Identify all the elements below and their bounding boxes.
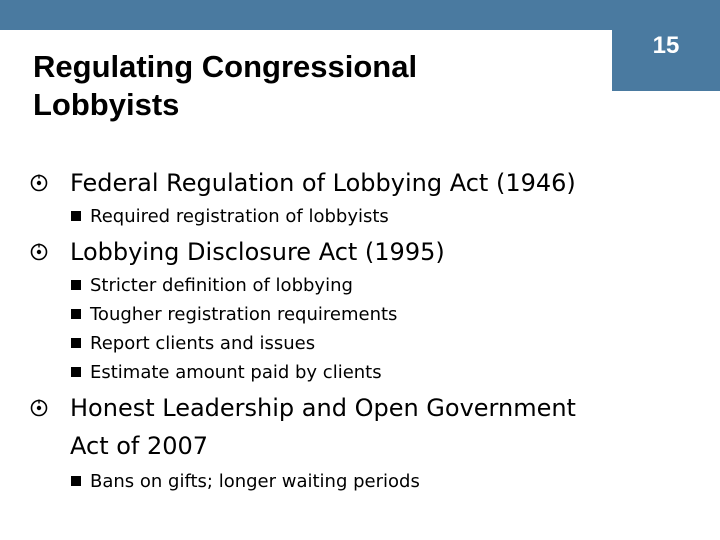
sub-bullet-item bbox=[70, 300, 690, 329]
bullet-item bbox=[30, 233, 710, 271]
square-bullet-icon bbox=[71, 280, 81, 290]
square-bullet-icon bbox=[71, 211, 81, 221]
target-bullet-icon bbox=[30, 399, 48, 417]
slide-title bbox=[33, 48, 593, 124]
sub-bullet-item bbox=[70, 358, 690, 387]
sub-bullet-text: Bans on gifts; longer waiting periods bbox=[90, 471, 420, 492]
slide-title-line: Lobbyists bbox=[33, 87, 180, 122]
sub-bullet-text: Tougher registration requirements bbox=[90, 304, 398, 325]
sub-bullet-item bbox=[70, 329, 690, 358]
slide-title-line: Regulating Congressional bbox=[33, 49, 418, 84]
page-number: 15 bbox=[652, 32, 680, 59]
sub-bullet-text: Report clients and issues bbox=[90, 333, 316, 354]
sub-bullet-text: Required registration of lobbyists bbox=[90, 206, 389, 227]
square-bullet-icon bbox=[71, 309, 81, 319]
sub-bullet-text: Stricter definition of lobbying bbox=[90, 275, 353, 296]
square-bullet-icon bbox=[71, 338, 81, 348]
bullet-item bbox=[30, 164, 710, 202]
sub-bullet-item bbox=[70, 202, 690, 231]
sub-bullet-item bbox=[70, 467, 690, 496]
bullet-text-line: Act of 2007 bbox=[70, 432, 209, 460]
bullet-text-line: Honest Leadership and Open Government bbox=[70, 394, 576, 422]
bullet-item bbox=[30, 389, 710, 465]
target-bullet-icon bbox=[30, 174, 48, 192]
bullet-text: Lobbying Disclosure Act (1995) bbox=[70, 238, 445, 266]
sub-bullet-item bbox=[70, 271, 690, 300]
square-bullet-icon bbox=[71, 476, 81, 486]
sub-bullet-text: Estimate amount paid by clients bbox=[90, 362, 382, 383]
bullet-text: Federal Regulation of Lobbying Act (1946) bbox=[70, 169, 576, 197]
target-bullet-icon bbox=[30, 243, 48, 261]
square-bullet-icon bbox=[71, 367, 81, 377]
